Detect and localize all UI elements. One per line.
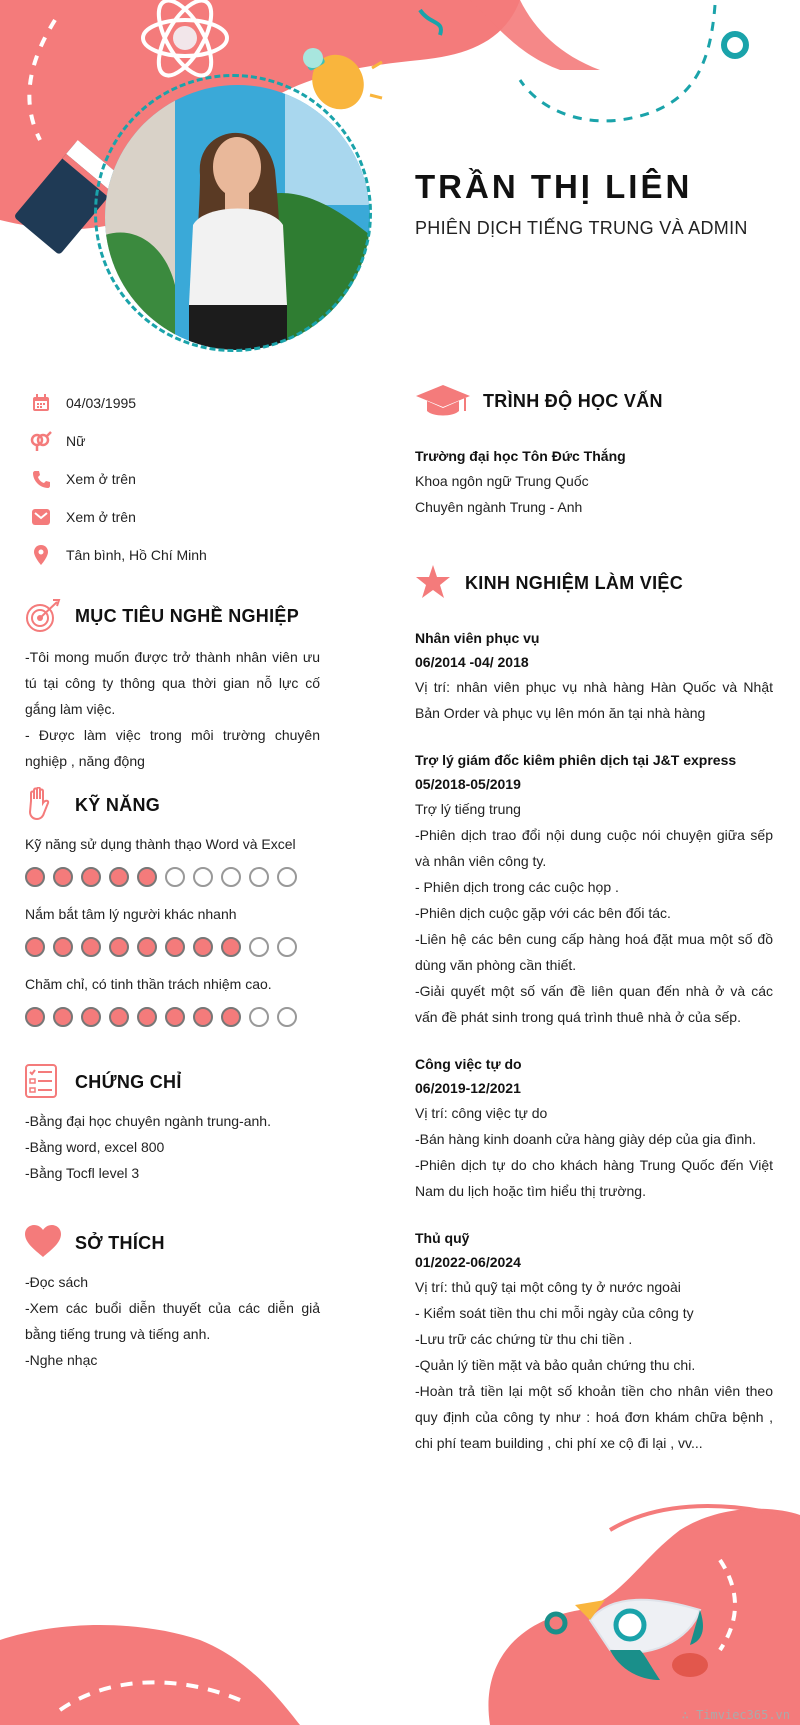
section-title: KINH NGHIỆM LÀM VIỆC xyxy=(465,572,684,593)
education-section xyxy=(415,380,773,520)
experience-detail: -Liên hệ các bên cung cấp hàng hoá đặt mua một số đồ dùng văn phòng cần thiết. xyxy=(415,931,773,973)
rating-dot-filled xyxy=(109,937,129,957)
experience-item xyxy=(415,748,773,1030)
contact-text: Nữ xyxy=(66,433,86,449)
rating-dot-empty xyxy=(249,937,269,957)
job-title: PHIÊN DỊCH TIẾNG TRUNG VÀ ADMIN xyxy=(415,218,748,238)
phone-icon xyxy=(28,468,54,490)
section-title: KỸ NĂNG xyxy=(75,794,161,815)
section-title: CHỨNG CHỈ xyxy=(75,1071,182,1092)
experience-detail: Vị trí: công việc tự do xyxy=(415,1105,548,1121)
contact-info xyxy=(28,384,348,574)
rating-dot-filled xyxy=(25,867,45,887)
star-icon xyxy=(415,565,455,601)
experience-detail: -Giải quyết một số vấn đề liên quan đến nhà ở và các vấn đề phát sinh trong quá trình thuê nhà ở của sếp. xyxy=(415,983,773,1025)
rating-dot-filled xyxy=(193,1007,213,1027)
rating-dot-filled xyxy=(53,937,73,957)
rating-dot-filled xyxy=(137,937,157,957)
rating-dot-filled xyxy=(81,1007,101,1027)
rating-dot-filled xyxy=(165,937,185,957)
skill-label: Kỹ năng sử dụng thành thạo Word và Excel xyxy=(25,836,296,852)
experience-period: 06/2014 -04/ 2018 xyxy=(415,654,529,670)
hobby-line: -Xem các buổi diễn thuyết của các diễn giả bằng tiếng trung và tiếng anh. xyxy=(25,1300,320,1342)
rating-dot-filled xyxy=(137,1007,157,1027)
rating-dot-empty xyxy=(249,867,269,887)
experience-detail: -Bán hàng kinh doanh cửa hàng giày dép của gia đình. xyxy=(415,1131,756,1147)
experience-detail: -Quản lý tiền mặt và bảo quản chứng thu chi. xyxy=(415,1357,696,1373)
rating-dot-filled xyxy=(53,867,73,887)
certificate-line: -Bằng Tocfl level 3 xyxy=(25,1165,140,1181)
graduation-cap-icon xyxy=(415,383,473,419)
contact-birthdate xyxy=(28,384,348,422)
skill-label: Nắm bắt tâm lý người khác nhanh xyxy=(25,906,237,922)
rating-dot-empty xyxy=(165,867,185,887)
experience-item xyxy=(415,1052,773,1204)
contact-text: 04/03/1995 xyxy=(66,395,137,411)
checklist-icon xyxy=(25,1064,65,1100)
experience-position: Thủ quỹ xyxy=(415,1230,470,1246)
rating-dot-empty xyxy=(249,1007,269,1027)
section-title: MỤC TIÊU NGHỀ NGHIỆP xyxy=(75,605,300,626)
section-title: SỞ THÍCH xyxy=(75,1232,165,1253)
rating-dot-filled xyxy=(137,867,157,887)
rating-dot-filled xyxy=(109,867,129,887)
objective-section xyxy=(25,596,320,774)
school-name: Trường đại học Tôn Đức Thắng xyxy=(415,448,626,464)
contact-text: Xem ở trên xyxy=(66,509,136,525)
experience-section xyxy=(415,562,773,1478)
experience-position: Nhân viên phục vụ xyxy=(415,630,540,646)
contact-address xyxy=(28,536,348,574)
rating-dot-filled xyxy=(81,867,101,887)
rating-dot-filled xyxy=(193,937,213,957)
experience-detail: Trợ lý tiếng trung xyxy=(415,801,521,817)
rating-dot-filled xyxy=(109,1007,129,1027)
experience-detail: -Phiên dịch cuộc gặp với các bên đối tác. xyxy=(415,905,671,921)
rating-dot-filled xyxy=(221,937,241,957)
experience-period: 01/2022-06/2024 xyxy=(415,1254,521,1270)
rating-dot-filled xyxy=(25,1007,45,1027)
experience-detail: - Phiên dịch trong các cuộc họp . xyxy=(415,879,619,895)
hobby-line: -Nghe nhạc xyxy=(25,1352,98,1368)
rating-dot-empty xyxy=(277,1007,297,1027)
experience-position: Trợ lý giám đốc kiêm phiên dịch tại J&T express xyxy=(415,752,737,768)
photo-ring xyxy=(94,74,372,352)
experience-detail: -Phiên dịch trao đổi nội dung cuộc nói chuyện giữa sếp và nhân viên công ty. xyxy=(415,827,773,869)
heart-icon xyxy=(25,1225,65,1261)
section-title: TRÌNH ĐỘ HỌC VẤN xyxy=(483,390,663,411)
education-line: Chuyên ngành Trung - Anh xyxy=(415,499,583,515)
location-pin-icon xyxy=(28,544,54,566)
email-icon xyxy=(28,506,54,528)
skill-rating xyxy=(25,937,320,957)
hand-icon xyxy=(25,787,65,823)
experience-detail: -Hoàn trả tiền lại một số khoản tiền cho nhân viên theo quy định của công ty như : hoá đơn khám chữa bệnh , chi phí team building , chi phí xe cộ đi lại , vv... xyxy=(415,1383,773,1451)
candidate-name: TRẦN THỊ LIÊN xyxy=(415,168,693,205)
experience-item xyxy=(415,626,773,726)
gender-icon xyxy=(28,430,54,452)
contact-text: Xem ở trên xyxy=(66,471,136,487)
objective-line: -Tôi mong muốn được trở thành nhân viên ưu tú tại công ty thông qua thời gian nỗ lực cố gắng làm việc. xyxy=(25,649,320,717)
rating-dot-filled xyxy=(53,1007,73,1027)
experience-item xyxy=(415,1226,773,1456)
watermark: ∴ Timviec365.vn xyxy=(681,1708,790,1722)
certificate-line: -Bằng đại học chuyên ngành trung-anh. xyxy=(25,1113,271,1129)
rating-dot-filled xyxy=(25,937,45,957)
rating-dot-empty xyxy=(221,867,241,887)
skill-label: Chăm chỉ, có tinh thần trách nhiệm cao. xyxy=(25,976,272,992)
experience-period: 06/2019-12/2021 xyxy=(415,1080,521,1096)
objective-line: - Được làm việc trong môi trường chuyên nghiệp , năng động xyxy=(25,727,320,769)
skills-section xyxy=(25,785,320,1043)
experience-detail: - Kiểm soát tiền thu chi mỗi ngày của công ty xyxy=(415,1305,694,1321)
target-icon xyxy=(25,598,65,634)
experience-detail: -Lưu trữ các chứng từ thu chi tiền . xyxy=(415,1331,633,1347)
rating-dot-empty xyxy=(193,867,213,887)
contact-gender xyxy=(28,422,348,460)
skill-rating xyxy=(25,1007,320,1027)
experience-detail: Vị trí: nhân viên phục vụ nhà hàng Hàn Quốc và Nhật Bản Order và phục vụ lên món ăn tại nhà hàng xyxy=(415,679,773,721)
experience-position: Công việc tự do xyxy=(415,1056,522,1072)
certificate-line: -Bằng word, excel 800 xyxy=(25,1139,165,1155)
contact-phone xyxy=(28,460,348,498)
rating-dot-filled xyxy=(165,1007,185,1027)
hobbies-section xyxy=(25,1223,320,1373)
rating-dot-filled xyxy=(81,937,101,957)
contact-text: Tân bình, Hồ Chí Minh xyxy=(66,547,207,563)
rating-dot-filled xyxy=(221,1007,241,1027)
experience-detail: Vị trí: thủ quỹ tại một công ty ở nước ngoài xyxy=(415,1279,681,1295)
skill-rating xyxy=(25,867,320,887)
rating-dot-empty xyxy=(277,867,297,887)
rating-dot-empty xyxy=(277,937,297,957)
calendar-icon xyxy=(28,392,54,414)
certificates-section xyxy=(25,1062,320,1186)
contact-email xyxy=(28,498,348,536)
experience-period: 05/2018-05/2019 xyxy=(415,776,521,792)
education-line: Khoa ngôn ngữ Trung Quốc xyxy=(415,473,589,489)
experience-detail: -Phiên dịch tự do cho khách hàng Trung Quốc đến Việt Nam du lịch hoặc tìm hiểu thị trường. xyxy=(415,1157,773,1199)
hobby-line: -Đọc sách xyxy=(25,1274,89,1290)
